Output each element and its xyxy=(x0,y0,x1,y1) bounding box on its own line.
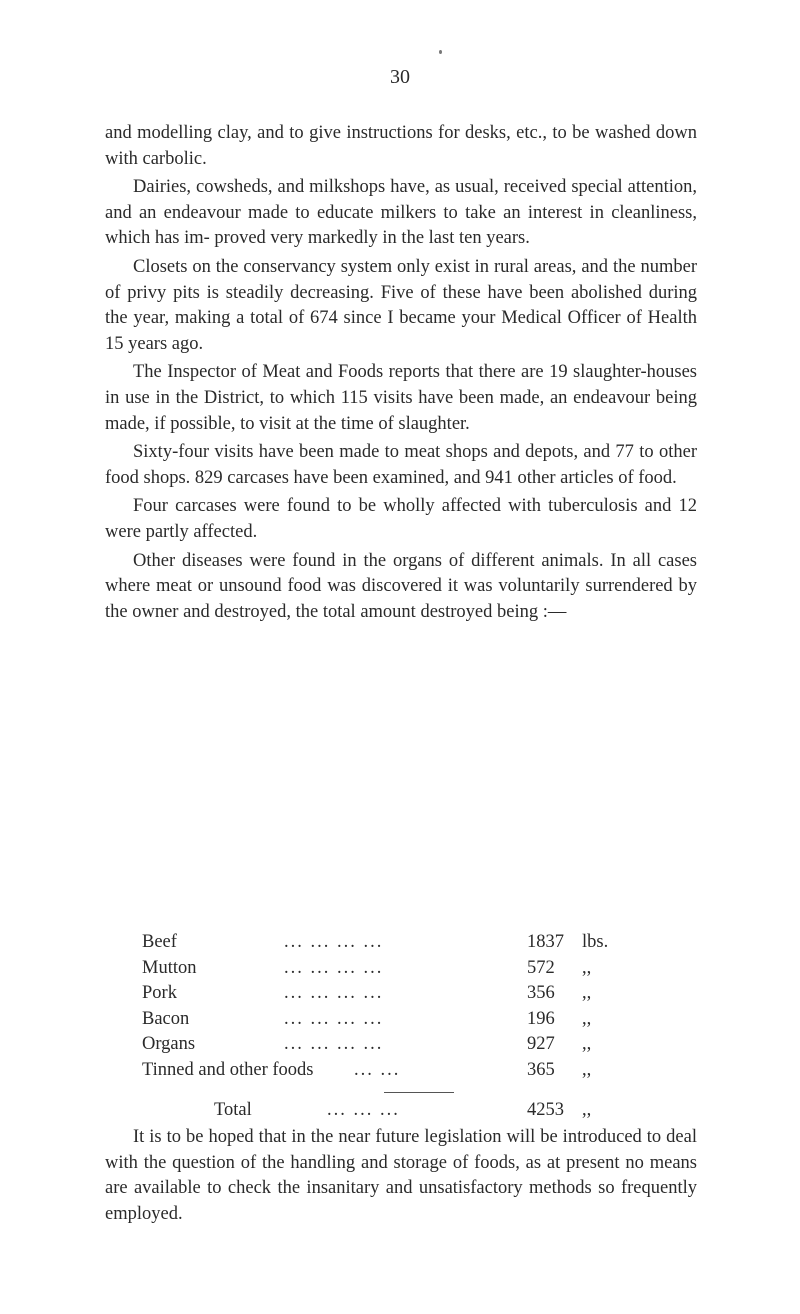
row-value: 927 xyxy=(527,1034,555,1055)
row-unit: ,, xyxy=(582,1034,592,1055)
page-number: 30 xyxy=(390,66,410,88)
row-label: Tinned and other foods xyxy=(142,1059,314,1080)
paragraph-tuberculosis: Four carcases were found to be wholly affected with tuberculosis and 12 were partly affected. xyxy=(105,496,697,542)
row-label: Bacon xyxy=(142,1008,190,1029)
total-divider xyxy=(384,1092,454,1093)
row-label: Mutton xyxy=(142,957,197,978)
leader-dots: ... ... ... xyxy=(327,1100,400,1120)
paragraph-dairies: Dairies, cowsheds, and milkshops have, as usual, received special attention, and an endeavour made to educate milkers to take an interest in cleanliness, which has im- proved very markedly in the last ten years. xyxy=(105,177,697,249)
row-unit: lbs. xyxy=(582,932,609,952)
leader-dots: ... ... ... ... xyxy=(284,1034,384,1055)
total-unit: ,, xyxy=(582,1100,592,1120)
body-text xyxy=(105,121,697,625)
table-row xyxy=(142,1032,702,1058)
paragraph-continuation: and modelling clay, and to give instructions for desks, etc., to be washed down with carbolic. xyxy=(105,123,697,169)
paragraph-visits: Sixty-four visits have been made to meat shops and depots, and 77 to other food shops. 829 carcases have been examined, and 941 other articles of food. xyxy=(105,442,697,488)
row-value: 1837 xyxy=(527,932,564,952)
row-unit: ,, xyxy=(582,957,592,978)
row-value: 196 xyxy=(527,1008,555,1029)
leader-dots: ... ... ... ... xyxy=(284,1008,384,1029)
total-value: 4253 xyxy=(527,1100,564,1120)
ink-speck xyxy=(439,50,442,54)
paragraph-other-diseases: Other diseases were found in the organs of different animals. In all cases where meat or unsound food was discovered it was voluntarily surrendered by the owner and destroyed, the total amount destroyed being :— xyxy=(105,550,697,622)
row-value: 365 xyxy=(527,1059,555,1080)
row-label: Organs xyxy=(142,1034,196,1055)
row-value: 356 xyxy=(527,983,555,1004)
total-label: Total xyxy=(214,1100,252,1120)
table-row xyxy=(142,1007,702,1033)
table-row xyxy=(142,956,702,982)
table-row xyxy=(142,930,702,956)
leader-dots: ... ... xyxy=(354,1059,401,1080)
paragraph-closets: Closets on the conservancy system only exist in rural areas, and the number of privy pits is steadily decreasing. Five of these have been abolished during the year, making a total of 674 since I became your Medical Officer of Health 15 years ago. xyxy=(105,256,697,354)
row-unit: ,, xyxy=(582,1008,592,1029)
leader-dots: ... ... ... ... xyxy=(284,957,384,978)
leader-dots: ... ... ... ... xyxy=(284,932,384,952)
row-unit: ,, xyxy=(582,983,592,1004)
total-row xyxy=(142,1098,702,1124)
row-value: 572 xyxy=(527,957,555,978)
paragraph-inspector: The Inspector of Meat and Foods reports that there are 19 slaughter-houses in use in the District, to which 115 visits have been made, an endeavour being made, if possible, to visit at the time of slaughter. xyxy=(105,362,697,434)
row-label: Beef xyxy=(142,932,177,952)
row-label: Pork xyxy=(142,983,177,1004)
leader-dots: ... ... ... ... xyxy=(284,983,384,1004)
row-unit: ,, xyxy=(582,1059,592,1080)
table-row xyxy=(142,981,702,1007)
closing-text xyxy=(105,1125,697,1227)
table-row xyxy=(142,1058,702,1084)
destroyed-food-table xyxy=(142,930,702,1084)
paragraph-legislation: It is to be hoped that in the near future legislation will be introduced to deal with the question of the handling and storage of foods, as at present no means are available to check the insanitary and unsatisfactory methods so frequently employed. xyxy=(105,1127,697,1224)
